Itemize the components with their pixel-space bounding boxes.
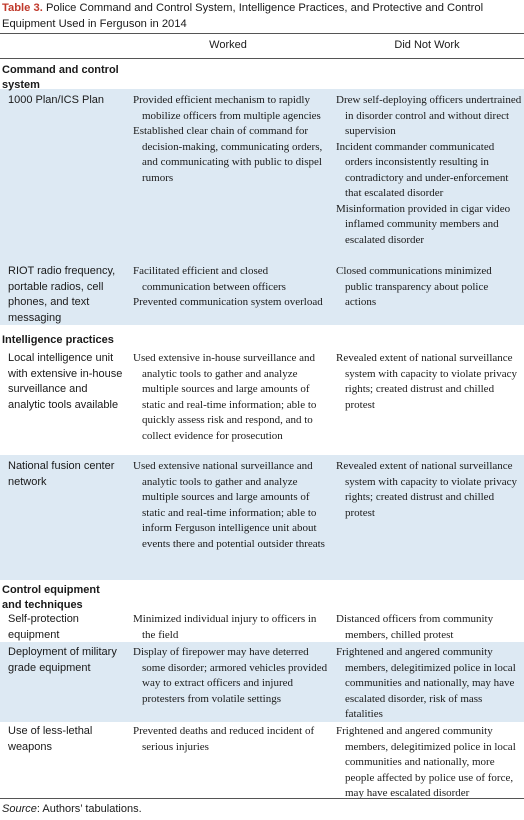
source-label: Source: [2, 803, 37, 815]
table-source-note: [2, 802, 142, 816]
cell-entry: Display of firepower may have deterred some disorder; armored vehicles provided way to extract officers and injured protesters from volatile settings: [133, 646, 328, 705]
row-label: Use of less-lethal weapons: [8, 725, 93, 753]
cell-did-not-work: [336, 264, 522, 311]
cell-entry: Established clear chain of command for decision-making, communicating orders, and communicating with public to dispel rumors: [133, 125, 323, 184]
cell-did-not-work: [336, 612, 522, 643]
column-header-did-not-work: Did Not Work: [394, 39, 460, 51]
cell-worked: [133, 459, 329, 552]
cell-entry: Prevented communication system overload: [133, 296, 323, 308]
table-title: Police Command and Control System, Intelligence Practices, and Protective and Control Equipment Used in Ferguson in 2014: [2, 2, 484, 30]
cell-worked: [133, 645, 329, 707]
cell-worked: [133, 264, 329, 311]
cell-entry: Distanced officers from community members, chilled protest: [336, 613, 494, 641]
cell-entry: Prevented deaths and reduced incident of serious injuries: [133, 725, 315, 753]
cell-entry: Misinformation provided in cigar video inflamed community members and escalated disorder: [336, 202, 511, 246]
cell-did-not-work: [336, 724, 522, 802]
row-label: RIOT radio frequency, portable radios, cell phones, and text messaging: [8, 265, 116, 324]
source-text: : Authors’ tabulations.: [36, 803, 142, 815]
cell-entry: Facilitated efficient and closed communication between officers: [133, 265, 286, 293]
cell-entry: Frightened and angered community members, delegitimized police in local communities and nationally, may have escalated disorder, risk of mass fatalities: [336, 646, 516, 720]
column-header-worked: Worked: [209, 39, 247, 51]
cell-did-not-work: [336, 93, 522, 248]
table-caption: [2, 0, 520, 32]
header-rule: [0, 58, 524, 59]
cell-worked: [133, 93, 329, 186]
cell-entry: Closed communications minimized public transparency about police actions: [336, 265, 492, 308]
section-heading-intelligence: Intelligence practices: [2, 334, 114, 346]
table-number: Table 3.: [2, 2, 43, 14]
section-heading-command: Command and control system: [2, 64, 119, 91]
row-label: Self-protection equipment: [8, 613, 79, 641]
cell-entry: Revealed extent of national surveillance system with capacity to violate privacy rights; created distrust and chilled protest: [336, 352, 517, 411]
row-label: Deployment of military grade equipment: [8, 646, 117, 674]
cell-entry: Used extensive in-house surveillance and analytic tools to gather and analyze multiple sources and large amounts of static and real-time information; able to quickly assess risk and respond, and to collect evidence for prosecution: [133, 352, 317, 442]
cell-entry: Used extensive national surveillance and analytic tools to gather and analyze multiple sources and large amounts of static and real-time information; able to inform Ferguson intelligence unit about events there and potential outsider threats: [133, 460, 325, 550]
cell-entry: Revealed extent of national surveillance system with capacity to violate privacy rights; created distrust and chilled protest: [336, 460, 517, 519]
row-label: Local intelligence unit with extensive in-house surveillance and analytic tools available: [8, 352, 123, 411]
cell-entry: Minimized individual injury to officers in the field: [133, 613, 317, 641]
cell-entry: Provided efficient mechanism to rapidly mobilize officers from multiple agencies: [133, 94, 321, 122]
row-label: National fusion center network: [8, 460, 115, 488]
section-heading-control: Control equipment and techniques: [2, 584, 100, 611]
cell-did-not-work: [336, 351, 522, 413]
cell-did-not-work: [336, 459, 522, 521]
top-rule: [0, 33, 524, 34]
row-label: 1000 Plan/ICS Plan: [8, 94, 105, 106]
cell-worked: [133, 351, 329, 444]
cell-entry: Incident commander communicated orders inconsistently resulting in contradictory and under-enforcement that escalated disorder: [336, 140, 509, 199]
cell-entry: Drew self-deploying officers undertrained in disorder control and without direct supervision: [336, 94, 522, 137]
cell-worked: [133, 612, 329, 643]
cell-worked: [133, 724, 329, 755]
cell-did-not-work: [336, 645, 522, 723]
bottom-rule: [0, 798, 524, 799]
cell-entry: Frightened and angered community members, delegitimized police in local communities and nationally, more people affected by police use of force, may have escalated disorder: [336, 725, 516, 799]
